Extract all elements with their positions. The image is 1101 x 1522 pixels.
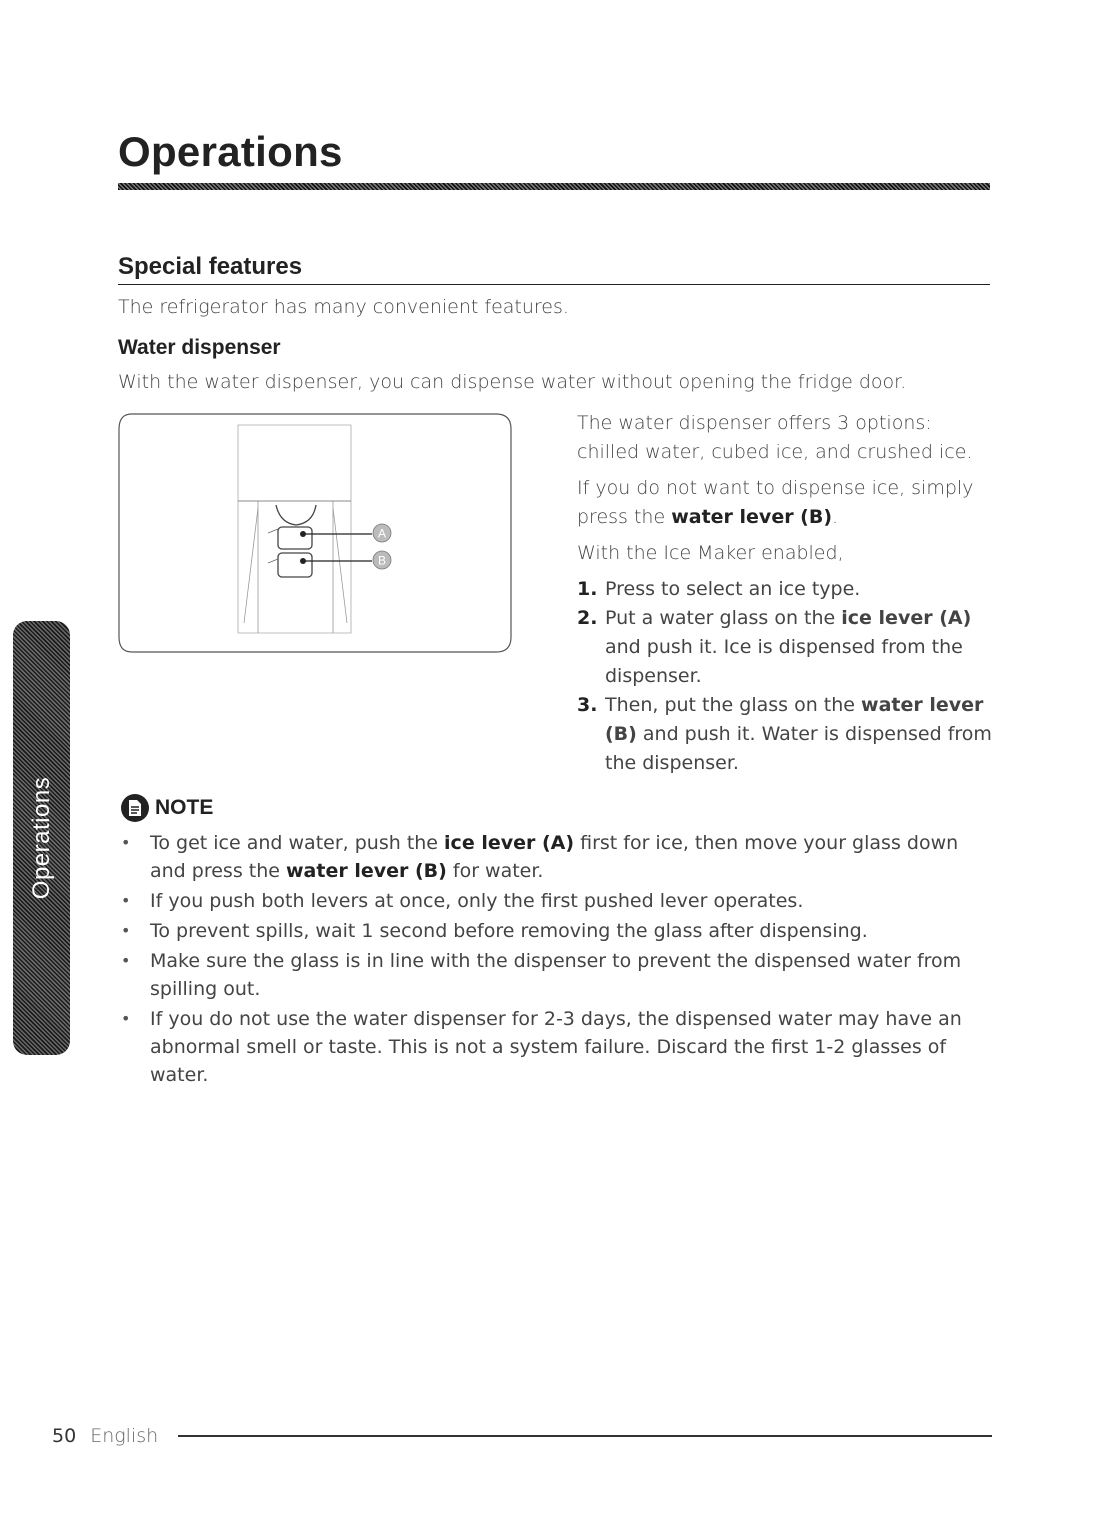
step-item: 2. Put a water glass on the ice lever (A) and push it. Ice is dispensed from the dispenser. bbox=[577, 607, 972, 687]
step-item: 1. Press to select an ice type. bbox=[577, 578, 861, 600]
steps-list bbox=[577, 575, 997, 778]
note-list bbox=[118, 829, 998, 1091]
section-side-tab bbox=[13, 621, 70, 1055]
options-paragraph: The water dispenser offers 3 options: chilled water, cubed ice, and crushed ice. bbox=[577, 412, 973, 463]
side-tab-label: Operations bbox=[27, 776, 55, 900]
note-label: NOTE bbox=[155, 796, 214, 819]
title-rule bbox=[118, 183, 990, 190]
dispenser-instructions bbox=[577, 409, 997, 778]
note-item: • To get ice and water, push the ice lever (A) first for ice, then move your glass down and press the water lever (B) for water. bbox=[118, 829, 998, 885]
section-title: Special features bbox=[118, 253, 303, 280]
callout-a: A bbox=[377, 526, 387, 541]
note-item: • If you do not use the water dispenser for 2-3 days, the dispensed water may have an abnormal smell or taste. This is not a system failure. Discard the first 1-2 glasses of water. bbox=[118, 1005, 998, 1089]
note-item: • If you push both levers at once, only the first pushed lever operates. bbox=[118, 887, 998, 915]
subsection-description: With the water dispenser, you can dispense water without opening the fridge door. bbox=[118, 371, 907, 393]
subsection-title: Water dispenser bbox=[118, 336, 281, 359]
section-rule bbox=[118, 284, 990, 285]
page-footer bbox=[52, 1425, 992, 1447]
note-heading bbox=[121, 794, 213, 822]
note-item: • To prevent spills, wait 1 second before removing the glass after dispensing. bbox=[118, 917, 998, 945]
ice-maker-paragraph: With the Ice Maker enabled, bbox=[577, 542, 844, 564]
step-item: 3. Then, put the glass on the water lever (B) and push it. Water is dispensed from the dispenser. bbox=[577, 694, 992, 774]
footer-language: English bbox=[90, 1425, 159, 1447]
callout-b: B bbox=[377, 553, 387, 568]
ice-paragraph: If you do not want to dispense ice, simply press the water lever (B). bbox=[577, 477, 974, 528]
footer-rule bbox=[178, 1435, 992, 1437]
page-number: 50 bbox=[52, 1425, 77, 1447]
note-item: • Make sure the glass is in line with the dispenser to prevent the dispensed water from spilling out. bbox=[118, 947, 998, 1003]
page-title: Operations bbox=[118, 128, 343, 175]
note-icon bbox=[121, 794, 149, 822]
water-dispenser-illustration bbox=[118, 413, 513, 653]
section-intro: The refrigerator has many convenient features. bbox=[118, 296, 569, 318]
